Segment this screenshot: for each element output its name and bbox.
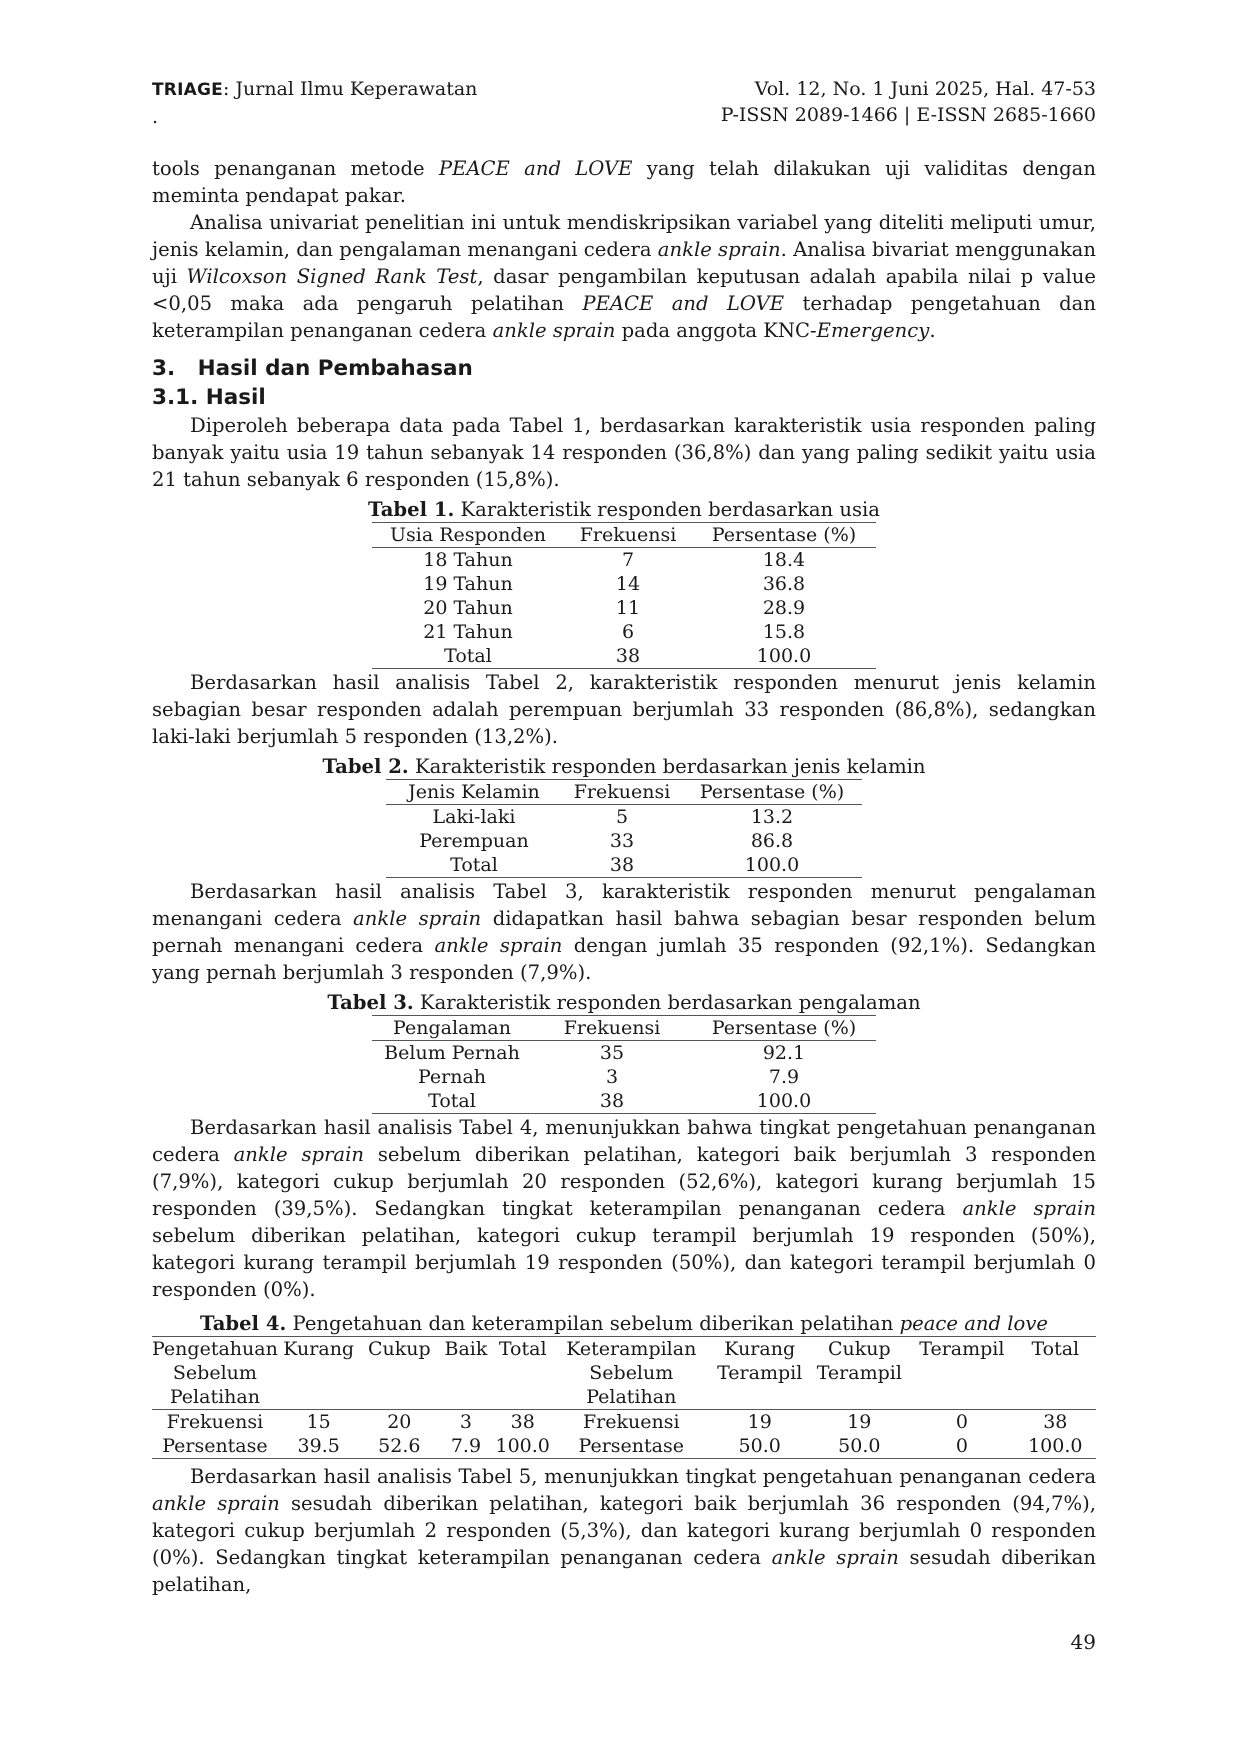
paragraph-methods-tools: tools penanganan metode PEACE and LOVE yang telah dilakukan uji validitas dengan meminta pendapat pakar. [152, 157, 1096, 207]
table-row: Laki-laki 5 13.2 [432, 806, 794, 828]
issn-info: P-ISSN 2089-1466 | E-ISSN 2685-1660 [720, 104, 1096, 126]
table-header-row: Usia Responden Frekuensi Persentase (%) [372, 523, 876, 548]
table-header-row: Pengalaman Frekuensi Persentase (%) [372, 1016, 876, 1041]
table-row: Perempuan 33 86.8 [419, 830, 794, 852]
table-row-total: Total 38 100.0 [372, 644, 876, 669]
paragraph-gender: Berdasarkan hasil analisis Tabel 2, karakteristik responden menurut jenis kelamin sebagian besar responden adalah perempuan berjumlah 33 responden (86,8%), sedangkan laki-laki berjumlah 5 responden (13,2%). [152, 671, 1096, 748]
table-row: Belum Pernah 35 92.1 [384, 1042, 806, 1064]
paragraph-age: Diperoleh beberapa data pada Tabel 1, berdasarkan karakteristik usia responden paling banyak yaitu usia 19 tahun sebanyak 14 responden (36,8%) dan yang paling sedikit yaitu usia 21 tahun sebanyak 6 responden (15,8%). [152, 414, 1096, 491]
table3-caption: Tabel 3. Karakteristik responden berdasarkan pengalaman [327, 991, 921, 1014]
table2-gender [386, 779, 862, 878]
volume-info: Vol. 12, No. 1 Juni 2025, Hal. 47-53 [754, 78, 1096, 100]
table4-caption: Tabel 4. Pengetahuan dan keterampilan sebelum diberikan pelatihan peace and love [199, 1312, 1048, 1335]
paragraph-experience: Berdasarkan hasil analisis Tabel 3, karakteristik responden menurut pengalaman menangani cedera ankle sprain didapatkan hasil bahwa sebagian besar responden belum pernah menangani cedera ankle sprain dengan jumlah 35 responden (92,1%). Sedangkan yang pernah berjumlah 3 responden (7,9%). [152, 880, 1097, 984]
table-row: 18 Tahun 7 18.4 [423, 549, 806, 571]
section-heading-results: 3. Hasil dan Pembahasan [152, 356, 473, 381]
table4-before-training [152, 1336, 1096, 1459]
paragraph-analysis: Analisa univariat penelitian ini untuk mendiskripsikan variabel yang diteliti meliputi umur, jenis kelamin, dan pengalaman menangani cedera ankle sprain. Analisa bivariat menggunakan uji Wilcoxson Signed Rank Test, dasar pengambilan keputusan adalah apabila nilai p value <0,05 maka ada pengaruh pelatihan PEACE and LOVE terhadap pengetahuan dan keterampilan penanganan cedera ankle sprain pada anggota KNC-Emergency. [152, 211, 1096, 342]
journal-subtitle: : Jurnal Ilmu Keperawatan [222, 78, 478, 100]
table-row: 20 Tahun 11 28.9 [423, 597, 806, 619]
header-dot: . [152, 106, 159, 128]
table-header-row: Jenis Kelamin Frekuensi Persentase (%) [386, 780, 862, 805]
body-content [152, 155, 1096, 1598]
table-row: Frekuensi 15 20 3 38 Frekuensi 19 19 0 38 [166, 1411, 1068, 1433]
table1-caption: Tabel 1. Karakteristik responden berdasarkan usia [368, 498, 880, 521]
table-row: 21 Tahun 6 15.8 [423, 621, 806, 643]
table-header-row: Pengetahuan Sebelum Pelatihan Kurang Cukup Baik Total Keterampilan Sebelum Pelatihan Kurang Terampil Cukup Terampil Terampil Total [152, 1337, 1096, 1410]
table-row-total: Total 38 100.0 [386, 853, 862, 878]
paragraph-after-training: Berdasarkan hasil analisis Tabel 5, menunjukkan tingkat pengetahuan penanganan cedera ankle sprain sesudah diberikan pelatihan, kategori baik berjumlah 36 responden (94,7%), kategori cukup berjumlah 2 responden (5,3%), dan kategori kurang berjumlah 0 responden (0%). Sedangkan tingkat keterampilan penanganan cedera ankle sprain sesudah diberikan pelatihan, [152, 1465, 1096, 1596]
issue-info [721, 76, 1096, 128]
journal-brand: TRIAGE [152, 80, 223, 100]
table1-age [372, 522, 876, 669]
journal-name [152, 76, 477, 103]
subsection-heading-results: 3.1. Hasil [152, 385, 266, 410]
page-number: 49 [1070, 1630, 1096, 1654]
table2-caption: Tabel 2. Karakteristik responden berdasarkan jenis kelamin [322, 755, 926, 778]
paragraph-before-training: Berdasarkan hasil analisis Tabel 4, menunjukkan bahwa tingkat pengetahuan penanganan cedera ankle sprain sebelum diberikan pelatihan, kategori baik berjumlah 3 responden (7,9%), kategori cukup berjumlah 20 responden (52,6%), kategori kurang berjumlah 15 responden (39,5%). Sedangkan tingkat keterampilan penanganan cedera ankle sprain sebelum diberikan pelatihan, kategori cukup terampil berjumlah 19 responden (50%), kategori kurang terampil berjumlah 19 responden (50%), dan kategori terampil berjumlah 0 responden (0%). [152, 1116, 1097, 1301]
table3-experience [372, 1015, 876, 1114]
table-row: Persentase 39.5 52.6 7.9 100.0 Persentase 50.0 50.0 0 100.0 [152, 1434, 1096, 1459]
table-row-total: Total 38 100.0 [372, 1089, 876, 1114]
table-row: Pernah 3 7.9 [417, 1066, 800, 1088]
table-row: 19 Tahun 14 36.8 [423, 573, 806, 595]
